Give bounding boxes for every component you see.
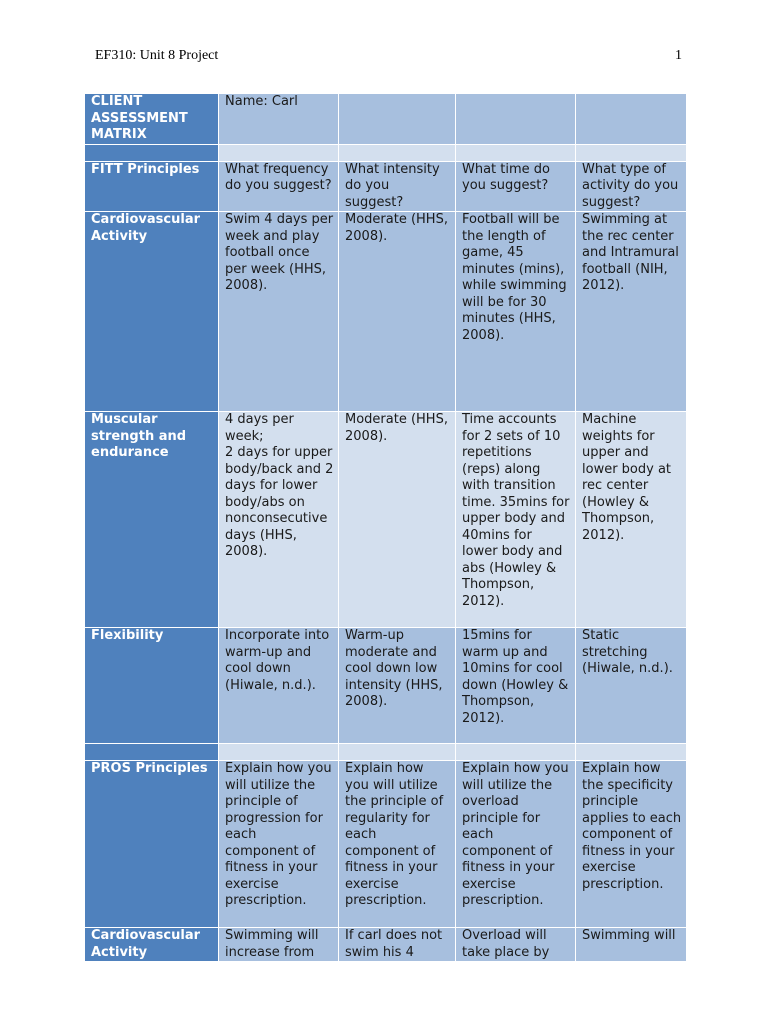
cardio-overload-text: Overload will take place by [462,928,550,960]
empty-cell [339,94,456,145]
cardio-pros-header-text: Cardiovascular Activity [91,928,201,960]
matrix-title-cell: CLIENT ASSESSMENT MATRIX [85,94,219,145]
empty-cell [576,144,687,161]
muscular-frequency-line1: 4 days per week; [225,412,294,444]
empty-cell [219,144,339,161]
flexibility-type-cell: Static stretching (Hiwale, n.d.). [576,628,687,744]
pros-regularity-cell: Explain how you will utilize the principle of regularity for each component of fitness in your exercise prescription. [339,761,456,928]
fitt-type-cell: What type of activity do you suggest? [576,161,687,212]
cardio-header: Cardiovascular Activity [85,212,219,412]
pros-progression-cell: Explain how you will utilize the principle of progression for each component of fitness in your exercise prescription. [219,761,339,928]
empty-cell [456,744,576,761]
pros-overload-cell: Explain how you will utilize the overload principle for each component of fitness in your exercise prescription. [456,761,576,928]
muscular-time-cell: Time accounts for 2 sets of 10 repetitions (reps) along with transition time. 35mins for upper body and 40mins for lower body and abs (Howley & Thompson, 2012). [456,412,576,628]
flexibility-intensity-cell: Warm-up moderate and cool down low intensity (HHS, 2008). [339,628,456,744]
client-name-cell: Name: Carl [219,94,339,145]
cardio-pros-header [85,928,219,962]
table-row-spacer [85,744,687,761]
spacer-header-cell [85,144,219,161]
spacer-header-cell [85,744,219,761]
fitt-frequency-cell: What frequency do you suggest? [219,161,339,212]
muscular-frequency-line2: 2 days for upper body/back and 2 days for lower body/abs on nonconsecutive days (HHS, 2008). [225,445,334,559]
empty-cell [576,744,687,761]
table-row-cardio [85,212,687,412]
page-number: 1 [675,48,682,63]
cardio-progression-text: Swimming will increase from [225,928,319,960]
pros-principles-header: PROS Principles [85,761,219,928]
empty-cell [339,744,456,761]
muscular-header: Muscular strength and endurance [85,412,219,628]
empty-cell [339,144,456,161]
cardio-overload-cell [456,928,576,962]
muscular-frequency-cell [219,412,339,628]
flexibility-frequency-cell: Incorporate into warm-up and cool down (Hiwale, n.d.). [219,628,339,744]
table-row-spacer [85,144,687,161]
table-row-title [85,94,687,145]
pros-specificity-cell: Explain how the specificity principle applies to each component of fitness in your exercise prescription. [576,761,687,928]
fitt-time-cell: What time do you suggest? [456,161,576,212]
fitt-principles-header: FITT Principles [85,161,219,212]
muscular-intensity-cell: Moderate (HHS, 2008). [339,412,456,628]
cardio-intensity-cell: Moderate (HHS, 2008). [339,212,456,412]
cardio-progression-cell [219,928,339,962]
cardio-specificity-cell [576,928,687,962]
empty-cell [576,94,687,145]
cardio-regularity-cell [339,928,456,962]
table-row-fitt [85,161,687,212]
table-row-pros [85,761,687,928]
flexibility-time-cell: 15mins for warm up and 10mins for cool down (Howley & Thompson, 2012). [456,628,576,744]
fitt-intensity-cell: What intensity do you suggest? [339,161,456,212]
empty-cell [456,144,576,161]
cardio-regularity-text: If carl does not swim his 4 [345,928,443,960]
client-assessment-matrix-table [84,93,687,962]
empty-cell [219,744,339,761]
table-row-flexibility [85,628,687,744]
running-head-title: EF310: Unit 8 Project [95,48,219,63]
cardio-type-cell: Swimming at the rec center and Intramural football (NIH, 2012). [576,212,687,412]
page-header [95,48,682,68]
empty-cell [456,94,576,145]
flexibility-header: Flexibility [85,628,219,744]
cardio-specificity-text: Swimming will [582,928,676,943]
muscular-type-cell: Machine weights for upper and lower body at rec center (Howley & Thompson, 2012). [576,412,687,628]
cardio-time-cell: Football will be the length of game, 45 minutes (mins), while swimming will be for 30 minutes (HHS, 2008). [456,212,576,412]
table-row-muscular [85,412,687,628]
table-row-cardio-pros [85,928,687,962]
cardio-frequency-cell: Swim 4 days per week and play football once per week (HHS, 2008). [219,212,339,412]
